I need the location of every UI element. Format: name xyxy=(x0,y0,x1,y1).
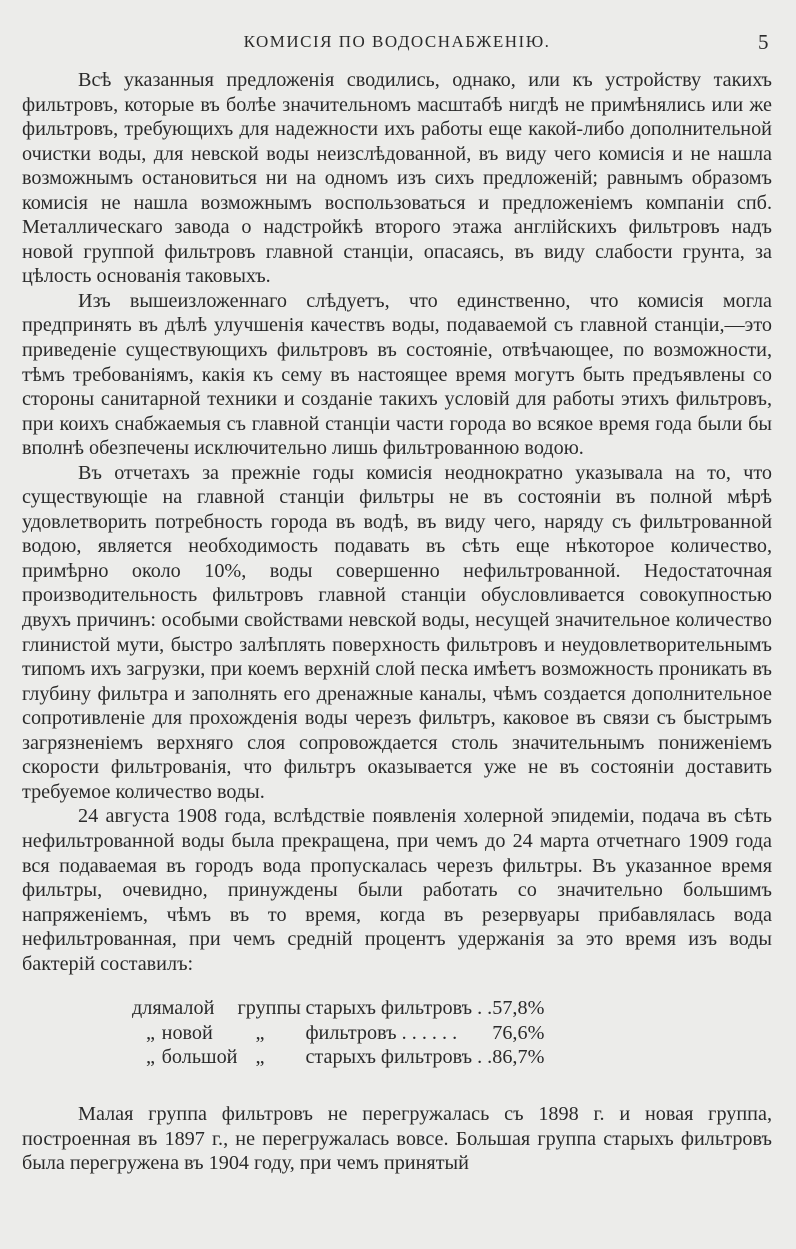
paragraph-cholera-epidemic: 24 августа 1908 года, вслѣдствіе появленія холерной эпидеміи, подача въ сѣть нефильтрованной воды была прекращена, при чемъ до 24 марта отчетнаго 1909 года вся подаваемая въ городъ вода пропускалась черезъ фильтры. Въ указанное время фильтры, очевидно, принуждены были работать со значительно большимъ напряженіемъ, чѣмъ въ то время, когда въ резервуары прибавлялась вода нефильтрованная, при чемъ средній процентъ удержанія за это время изъ воды бактерій составилъ: xyxy=(22,805,772,975)
row-description: фильтровъ . . . . . . xyxy=(305,1021,458,1044)
row-ditto: „ xyxy=(255,1021,265,1044)
table-row xyxy=(132,996,544,1021)
table-row xyxy=(132,1045,544,1070)
running-title: КОМИСІЯ ПО ВОДОСНАБЖЕНІЮ. xyxy=(243,32,551,51)
row-ditto: „ xyxy=(255,1046,265,1069)
row-description: старыхъ фильтровъ . . xyxy=(305,1046,493,1069)
paragraph-conclusion: Изъ вышеизложеннаго слѣдуетъ, что единственно, что комисія могла предпринять въ дѣлѣ улучшенія качествъ воды, подаваемой съ главной станціи,—это приведеніе существующихъ фильтровъ въ состояніе, отвѣчающее, по возможности, тѣмъ требованіямъ, какія къ сему въ настоящее время могутъ быть предъявлены со стороны санитарной техники и созданіе такихъ условій для работы этихъ фильтровъ, при коихъ снабжаемыя съ главной станціи части города во всякое время года были бы вполнѣ обезпечены исключительно лишь фильтрованною водою. xyxy=(22,289,772,460)
row-prefix: для xyxy=(132,997,162,1020)
row-value: 76,6% xyxy=(492,1021,545,1044)
page-number: 5 xyxy=(758,30,770,54)
row-prefix: „ xyxy=(146,1046,155,1069)
row-group: большой xyxy=(161,1046,238,1069)
row-group: новой xyxy=(161,1021,213,1044)
paragraph-filter-capacity: Въ отчетахъ за прежніе годы комисія неоднократно указывала на то, что существующіе на главной станціи фильтры не въ состояніи въ полной мѣрѣ удовлетворить потребность города въ водѣ, въ виду чего, наряду съ фильтрованной водою, является необходимость подавать въ сѣть еще нѣкоторое количество, примѣрно около 10%, воды совершенно нефильтрованной. Недостаточная производительность фильтровъ главной станціи обусловливается совокупностью двухъ причинъ: особыми свойствами невской воды, несущей значительное количество глинистой мути, быстро залѣплять поверхность фильтровъ и неудовлетворительнымъ типомъ ихъ загрузки, при коемъ верхній слой песка имѣетъ возможность проникать въ глубину фильтра и заполнять его дренажные каналы, чѣмъ создается дополнительное сопротивленіе для прохожденія воды черезъ фильтръ, каковое въ связи съ быстрымъ загрязненіемъ верхняго слоя сопровождается столь значительнымъ пониженіемъ скорости фильтрованія, что фильтръ оказывается уже не въ состояніи доставить требуемое количество воды. xyxy=(22,461,772,803)
row-prefix: „ xyxy=(146,1021,155,1044)
paragraph-proposals: Всѣ указанныя предложенія сводились, однако, или къ устройству такихъ фильтровъ, которые въ болѣе значительномъ масштабѣ нигдѣ не примѣнялись или же фильтровъ, требующихъ для надежности ихъ работы еще какой-либо дополнительной очистки воды, для невской воды неизслѣдованной, въ виду чего комисія и не нашла возможнымъ остановиться ни на одномъ изъ сихъ предложеній; равнымъ образомъ комисія не нашла возможнымъ воспользоваться и предложеніемъ компаніи спб. Металлическаго завода о надстройкѣ второго этажа англійскихъ фильтровъ надъ новой группой фильтровъ главной станціи, опасаясь, въ виду слабости грунта, за цѣлость основанія таковыхъ. xyxy=(22,69,772,288)
row-description: старыхъ фильтровъ . . xyxy=(305,997,493,1020)
bacteria-retention-table xyxy=(132,996,544,1070)
paragraph-filter-reloading: Малая группа фильтровъ не перегружалась съ 1898 г. и новая группа, построенная въ 1897 г., не перегружалась вовсе. Большая группа старыхъ фильтровъ была перегружена въ 1904 году, при чемъ принятый xyxy=(22,1103,772,1175)
row-group: малой xyxy=(161,997,215,1020)
row-value: 57,8% xyxy=(492,997,545,1020)
row-value: 86,7% xyxy=(492,1046,545,1069)
table-row xyxy=(132,1021,544,1046)
running-header xyxy=(22,30,772,58)
row-ditto: группы xyxy=(237,997,301,1020)
